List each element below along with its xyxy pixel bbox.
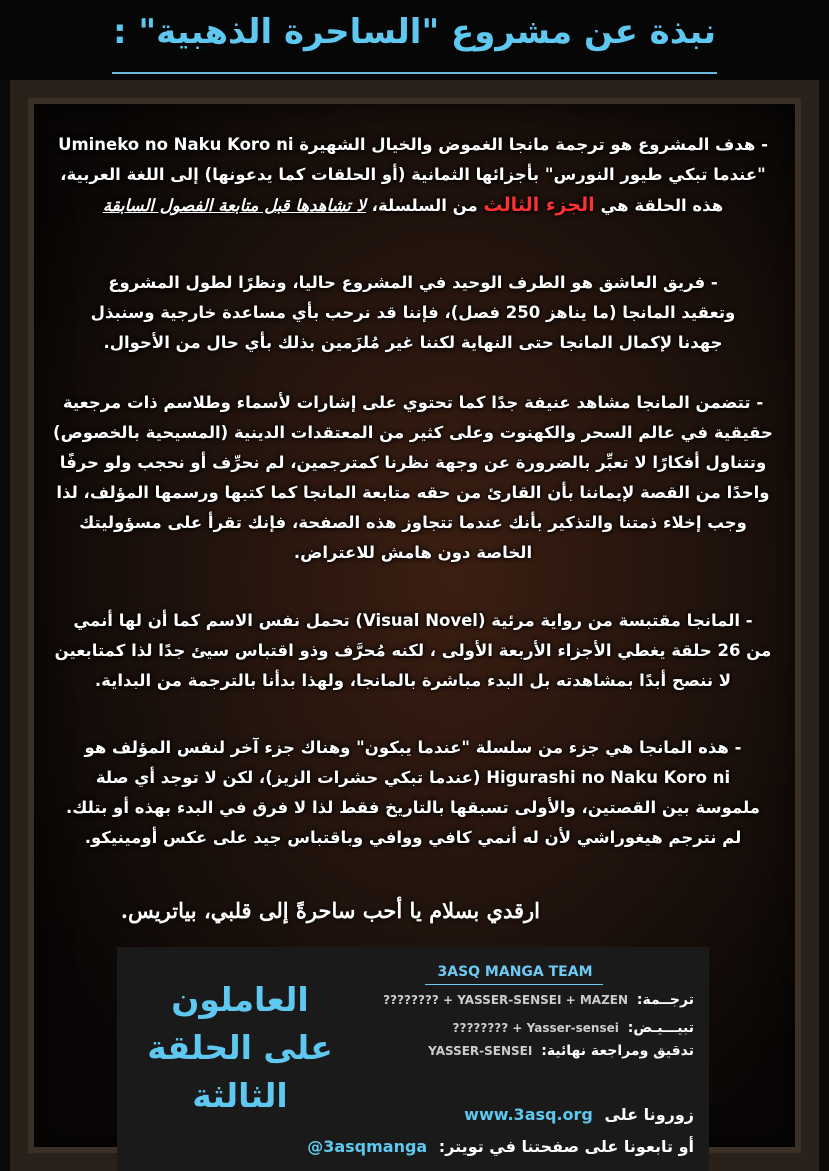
p5-line-3: ملموسة بين القصتين، والأولى تسبقها بالتاريخ فقط لذا لا فرق في البدء بهذه أو بتلك.: [66, 798, 760, 817]
p1-line-3-pre: هذه الحلقة هي: [594, 196, 724, 215]
credit-translation: [383, 992, 694, 1008]
team-underline: [425, 984, 603, 985]
p3-line-1: - تتضمن المانجا مشاهد عنيفة جدًا كما تحتوي على إشارات لأسماء وطلاسم ذات مرجعية: [62, 393, 764, 412]
website-link[interactable]: www.3asq.org: [464, 1105, 593, 1124]
p2-line-2: وتعقيد المانجا (ما يناهز 250 فصل)، فإننا قد نرحب بأي مساعدة خارجية وسنبذل: [90, 303, 736, 322]
p4-line-1: - المانجا مقتبسة من رواية مرئية (Visual Novel) تحمل نفس الاسم كما أن لها أنمي: [73, 611, 753, 630]
translation-label: ترجــمة:: [636, 992, 694, 1008]
team-name: 3ASQ MANGA TEAM: [437, 964, 593, 980]
title-bar: [0, 0, 829, 80]
p1-line-3-mid: من السلسلة،: [365, 196, 484, 215]
workers-heading: [140, 976, 340, 1120]
twitter-handle[interactable]: 3asqmanga@: [307, 1137, 428, 1156]
paragraph-3: [28, 388, 798, 568]
review-value: YASSER-SENSEI: [428, 1044, 533, 1058]
typeset-label: تبيـــيـض:: [627, 1020, 694, 1036]
p4-line-3: لا ننصح أبدًا بمشاهدته بل البدء مباشرة بالمانجا، ولهذا بدأنا بالترجمة من البداية.: [94, 671, 732, 690]
workers-line-2: على الحلقة: [147, 1028, 333, 1067]
credit-review: [428, 1043, 694, 1059]
p2-line-3: جهدنا لإكمال المانجا حتى النهاية لكننا غير مُلزَمين بذلك بأي حال من الأحوال.: [103, 333, 723, 352]
p3-line-2: حقيقية في عالم السحر والكهنوت وعلى كثير من المعتقدات الدينية (المسيحية بالخصوص): [53, 423, 773, 442]
page-title: نبذة عن مشروع "الساحرة الذهبية" :: [112, 12, 717, 52]
p3-line-4: واحدًا من القصة لإيماننا بأن القارئ من حقه متابعة المانجا كما كتبها ورسمها المؤلف، لذا: [56, 483, 770, 502]
p1-line-3: [28, 190, 798, 221]
p1-line-2: "عندما تبكي طيور النورس" بأجزائها الثمانية (أو الحلقات كما يدعونها) إلى اللغة العربية،: [60, 165, 766, 184]
twitter-row: [307, 1137, 694, 1156]
paragraph-4: [28, 606, 798, 696]
visit-row: [464, 1105, 694, 1124]
p1-line-1: - هدف المشروع هو ترجمة مانجا الغموض والخيال الشهيرة Umineko no Naku Koro ni: [58, 135, 768, 154]
translation-value: YASSER-SENSEI + MAZEN + ????????: [383, 993, 629, 1007]
p3-line-3: وتتناول أفكارًا لا تعبِّر بالضرورة عن وجهة نظرنا كمترجمين، لم نحرِّف أو نحجب ولو حرفًا: [59, 453, 767, 472]
p2-line-1: - فريق العاشق هو الطرف الوحيد في المشروع حاليا، ونظرًا لطول المشروع: [108, 273, 718, 292]
paragraph-2: [28, 268, 798, 358]
p3-line-6: الخاصة دون هامش للاعتراض.: [293, 543, 533, 562]
p4-line-2: من 26 حلقة يغطي الأجزاء الأربعة الأولى ، لكنه مُحرَّف وذو اقتباس سيئ جدًا لذا كمتابعين: [54, 641, 772, 660]
p5-line-1: - هذه المانجا هي جزء من سلسلة "عندما يبكون" وهناك جزء آخر لنفس المؤلف هو: [84, 738, 742, 757]
credit-typeset: [453, 1020, 694, 1036]
workers-line-3: الثالثة: [192, 1076, 288, 1115]
p5-line-2: Higurashi no Naku Koro ni (عندما تبكي حشرات الزيز)، لكن لا توجد أي صلة: [95, 768, 731, 787]
paragraph-1: [28, 130, 798, 221]
p5-line-4: لم نترجم هيغوراشي لأن له أنمي كافي ووافي وباقتباس جيد على عكس أومينيكو.: [84, 828, 742, 847]
review-label: تدقيق ومراجعة نهائية:: [541, 1043, 694, 1059]
typeset-value: Yasser-sensei + ????????: [452, 1021, 619, 1035]
part-three-highlight: الجزء الثالث: [483, 194, 595, 216]
title-underline: [112, 72, 717, 74]
paragraph-5: [28, 733, 798, 853]
warning-underlined: لا تشاهدها قبل متابعة الفصول السابقة: [102, 196, 366, 215]
p3-line-5: وجب إخلاء ذمتنا والتذكير بأنك عندما تتجاوز هذه الصفحة، فإنك تقرأ على مسؤوليتك: [79, 513, 747, 532]
twitter-label: أو تابعونا على صفحتنا في تويتر:: [438, 1137, 694, 1156]
workers-line-1: العاملون: [171, 980, 309, 1019]
farewell-line: ارقدي بسلام يا أحب ساحرةً إلى قلبي، بياتريس.: [120, 898, 540, 923]
visit-label: زورونا على: [604, 1105, 694, 1124]
